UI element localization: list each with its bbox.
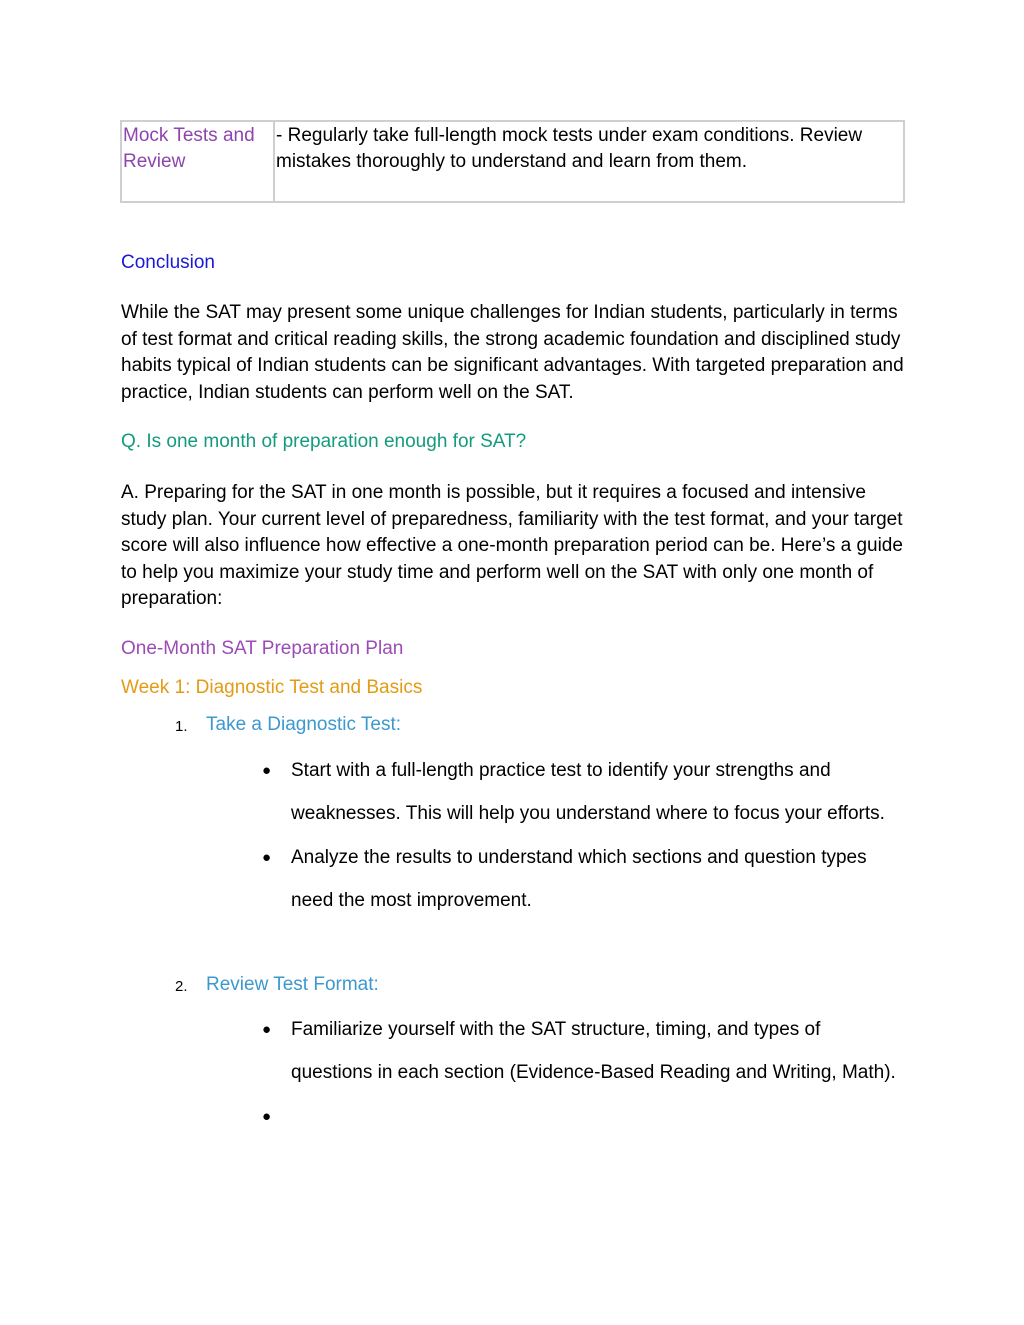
table-row bbox=[121, 121, 904, 202]
step-number: 1. bbox=[175, 718, 188, 735]
step-bullet-list bbox=[0, 1008, 1024, 1138]
conclusion-heading: Conclusion bbox=[121, 252, 215, 273]
bullet-icon: ● bbox=[262, 848, 272, 866]
table-cell-text: - Regularly take full-length mock tests under exam conditions. Review mistakes thoroughly to understand and learn from them. bbox=[274, 121, 904, 202]
bullet-icon: ● bbox=[262, 1021, 272, 1038]
step-number: 2. bbox=[175, 978, 188, 995]
list-item bbox=[0, 836, 901, 923]
list-item bbox=[0, 1095, 901, 1138]
answer-paragraph: A. Preparing for the SAT in one month is possible, but it requires a focused and intensive study plan. Your current level of preparedness, familiarity with the test format, and your target score will also influence how effective a one-month preparation period can be. Here’s a guide to help you maximize your study time and perform well on the SAT with only one month of preparation: bbox=[121, 482, 903, 609]
question-heading: Q. Is one month of preparation enough for SAT? bbox=[121, 431, 527, 452]
step-title: Review Test Format: bbox=[206, 974, 379, 995]
bullet-icon: ● bbox=[262, 762, 272, 779]
list-item-text: Familiarize yourself with the SAT structure, timing, and types of questions in each section (Evidence-Based Reading and Writing, Math). bbox=[291, 1019, 896, 1084]
list-item-text bbox=[291, 1106, 296, 1127]
step-title: Take a Diagnostic Test: bbox=[206, 714, 402, 735]
strategy-table bbox=[120, 120, 905, 203]
list-item bbox=[0, 749, 901, 836]
plan-heading: One-Month SAT Preparation Plan bbox=[121, 638, 404, 659]
week-heading: Week 1: Diagnostic Test and Basics bbox=[121, 677, 423, 698]
list-item-text: Analyze the results to understand which sections and question types need the most improvement. bbox=[291, 846, 867, 911]
conclusion-paragraph: While the SAT may present some unique challenges for Indian students, particularly in terms of test format and critical reading skills, the strong academic foundation and disciplined study habits typical of Indian students can be significant advantages. With targeted preparation and practice, Indian students can perform well on the SAT. bbox=[121, 302, 904, 403]
step-bullet-list bbox=[0, 749, 1024, 922]
table-cell-label: Mock Tests and Review bbox=[121, 121, 274, 202]
bullet-icon: ● bbox=[262, 1107, 272, 1125]
list-item-text: Start with a full-length practice test to identify your strengths and weaknesses. This will help you understand where to focus your efforts. bbox=[291, 760, 885, 825]
list-item bbox=[0, 1008, 901, 1095]
